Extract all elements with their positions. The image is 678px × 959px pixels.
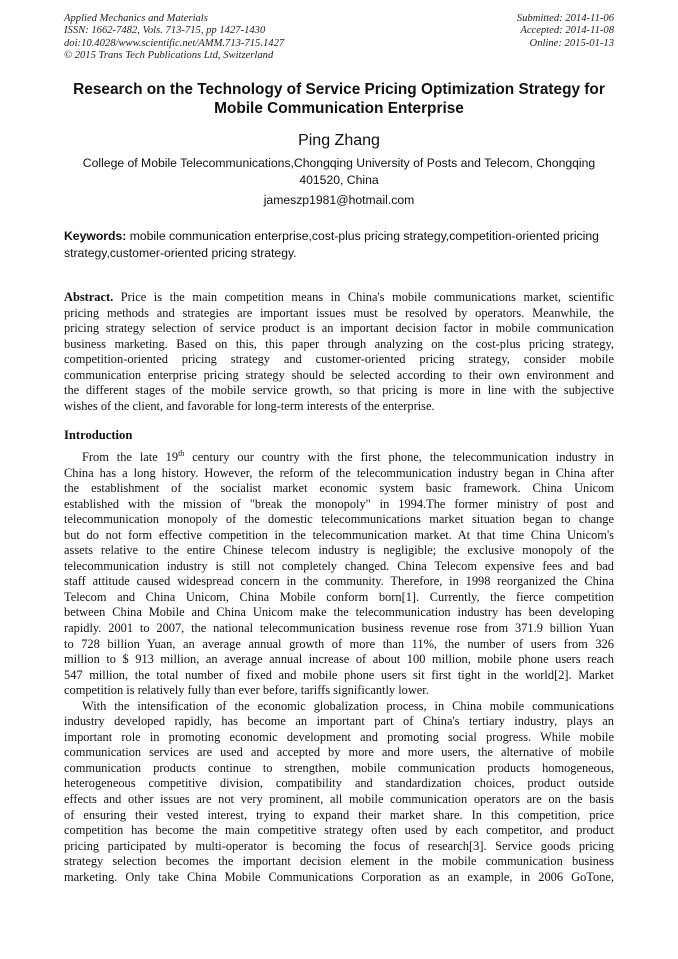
text-line: of ensuring their vested interest, trying to expand their market share. In this competition, price	[64, 807, 614, 822]
text-line: established with the mission of "break the monopoly" in 1994.The former ministry of post and	[64, 496, 614, 511]
abstract-label: Abstract.	[64, 290, 114, 304]
author: Ping Zhang	[298, 132, 380, 149]
issn: ISSN: 1662-7482, Vols. 713-715, pp 1427-1430	[64, 25, 266, 37]
text-line: competition-oriented pricing strategy and customer-oriented pricing strategy, consider mobile	[64, 352, 614, 367]
text-line: the different stages of the mobile service growth, so that pricing is more in line with the subjective	[64, 383, 614, 398]
text-line: strategy selection becomes the important decision element in the mobile communication business	[64, 854, 614, 869]
journal-info	[64, 13, 284, 62]
keywords	[64, 228, 616, 261]
text-line: With the intensification of the economic globalization process, in China mobile communications	[82, 698, 614, 713]
affiliation	[50, 155, 628, 188]
text-line: business marketing. Based on this, this paper through analyzing on the cost-plus pricing strategy,	[64, 336, 614, 351]
journal-name: Applied Mechanics and Materials	[64, 13, 208, 24]
text-line: communication services are used and accepted by more and more users, the alternative of mobile	[64, 745, 614, 760]
text-line: communication enterprise pricing strategy should be selected according to their own environment and	[64, 367, 614, 382]
text-line: competition is relatively fully than ever before, tariffs significantly lower.	[64, 683, 429, 698]
text-line: industry developed rapidly, has become an important part of China's tertiary industry, plays an	[64, 714, 614, 729]
text-line: staff attitude caused widespread concern in the community. Therefore, in 1998 reorganized the China	[64, 574, 614, 589]
text-line: Telecom and China Unicom, China Mobile conform born[1]. Currently, the fierce competition	[64, 589, 614, 604]
text-line: China has a long history. However, the reform of the telecommunication industry began in China after	[64, 465, 614, 480]
title-line: Mobile Communication Enterprise	[214, 99, 464, 117]
submitted-date: Submitted: 2014-11-06	[516, 13, 614, 24]
text-line: Abstract. Price is the main competition means in China's mobile communications market, scientific	[64, 290, 614, 304]
text-line: pricing methods and strategies are important issues must be resolved by operators. Meanwhile, the	[64, 305, 614, 320]
dates	[517, 13, 614, 50]
paper-title	[40, 81, 638, 118]
copyright: © 2015 Trans Tech Publications Ltd, Switzerland	[64, 49, 274, 61]
keywords-text: mobile communication enterprise,cost-plus pricing strategy,competition-oriented pricing	[126, 229, 599, 243]
text-line: communication products continue to strengthen, mobile communication products homogeneous,	[64, 760, 614, 775]
title-line: Research on the Technology of Service Pricing Optimization Strategy for	[73, 81, 605, 98]
author-email: jameszp1981@hotmail.com	[263, 193, 415, 207]
abstract	[64, 290, 614, 414]
text-line: marketing. Only take China Mobile Communications Corporation as an example, in 2006 GoTone,	[64, 869, 614, 884]
text-line: but do not form effective competition in the telecommunication market. At that time China Unicom's	[64, 527, 614, 542]
keywords-label: Keywords:	[64, 229, 127, 243]
doi: doi:10.4028/www.scientific.net/AMM.713-715.1427	[64, 37, 285, 49]
online-date: Online: 2015-01-13	[529, 37, 614, 49]
affiliation-line: College of Mobile Telecommunications,Chongqing University of Posts and Telecom, Chongqing	[82, 156, 596, 170]
text-line: rapidly. 2001 to 2007, the national telecommunication business revenue rose from 371.9 billion Yuan	[64, 621, 614, 636]
text-line: million to $ 913 million, an average annual increase of about 100 million, mobile phone users reach	[64, 652, 614, 667]
text-line: to 728 billion Yuan, an average annual growth of more than 11%, the number of users from 326	[64, 636, 614, 651]
text-line: pricing strategy selection of service product is an important decision factor in mobile communication	[64, 321, 614, 336]
text-line: effects and other issues are not very prominent, all mobile communication operators are on the basis	[64, 792, 614, 807]
text-line: heterogeneous competitive division, compatibility and standardization choices, product outside	[64, 776, 614, 791]
text-line: the establishment of the socialist market economic system basic framework. China Unicom	[64, 481, 614, 496]
text-line: important role in promoting economic development and promoting social progress. While mobile	[64, 729, 614, 744]
text-line: wishes of the client, and favorable for long-term interests of the enterprise.	[64, 398, 435, 413]
section-heading-introduction: Introduction	[64, 428, 133, 442]
text-line: telecommunication industry is still not completely changed. China Telecom expensive fees and bad	[64, 558, 614, 573]
text-line: 547 million, the total number of fixed and mobile phone users sit first tight in the world[2]. Market	[64, 667, 614, 682]
text-line: competition has become the main competitive strategy often used by each competitor, and product	[64, 823, 614, 838]
text-line: assets relative to the entire Chinese telecom industry is negligible; the exclusive monopoly of the	[64, 543, 614, 558]
text-line: From the late 19th century our country with the first phone, the telecommunication industry in	[82, 448, 614, 464]
introduction-body	[64, 450, 614, 885]
text-line: telecommunication monopoly of the domestic telecommunications market situation began to change	[64, 512, 614, 527]
text-line: pricing participated by multi-operator is becoming the focus of research[3]. Service goods pricing	[64, 838, 614, 853]
affiliation-line: 401520, China	[299, 172, 379, 187]
text-line: between China Mobile and China Unicom make the telecommunication industry has been developing	[64, 605, 614, 620]
accepted-date: Accepted: 2014-11-08	[520, 25, 614, 37]
keywords-text: strategy,customer-oriented pricing strategy.	[64, 245, 297, 260]
